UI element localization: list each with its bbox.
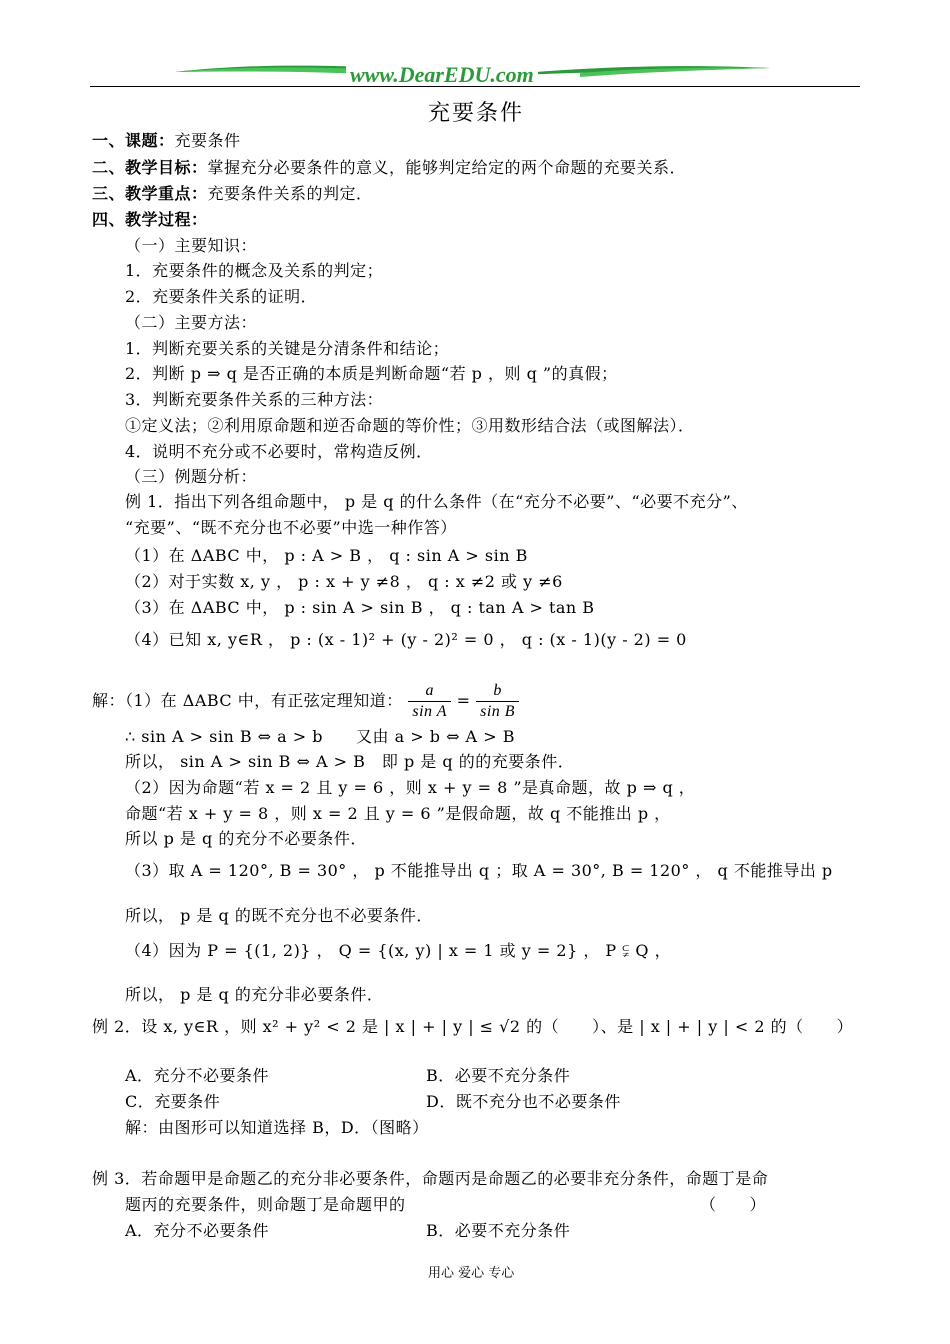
method-item-3-detail: ①定义法；②利用原命题和逆否命题的等价性；③用数形结合法（或图解法）．: [125, 416, 695, 435]
section-process-label: 四、教学过程：: [92, 210, 208, 229]
example2-solution: 解：由图形可以知道选择 B，D．（图略）: [125, 1118, 429, 1137]
method-item-3: 3．判断充要条件关系的三种方法：: [125, 390, 384, 409]
knowledge-item-1: 1．充要条件的概念及关系的判定；: [125, 261, 384, 280]
example1-part-1: （1）在 ΔABC 中， p : A > B ， q : sin A > sin B: [125, 546, 528, 565]
knowledge-item-2: 2．充要条件关系的证明．: [125, 287, 318, 306]
page-title: 充要条件: [428, 101, 525, 126]
site-logo-text: www.DearEDU.com: [346, 62, 538, 88]
example3-question-line1: 例 3．若命题甲是命题乙的充分非必要条件，命题丙是命题乙的必要非充分条件，命题丁是命: [92, 1169, 769, 1188]
example2-question: 例 2．设 x, y∈R ，则 x² + y² < 2 是 | x | + | y | ≤ √2 的（ ）、是 | x | + | y | < 2 的（ ）: [92, 1017, 854, 1036]
example2-option-b: B．必要不充分条件: [426, 1066, 571, 1085]
solution2-line1: （2）因为命题“若 x = 2 且 y = 6 ，则 x + y = 8 ”是真命题，故 p ⇒ q ，: [125, 778, 696, 797]
fraction-left-denominator: sin A: [412, 703, 448, 720]
method-item-4: 4．说明不充分或不必要时，常构造反例．: [125, 442, 433, 461]
fraction-right-denominator: sin B: [480, 703, 516, 720]
example2-option-d: D．既不充分也不必要条件: [426, 1092, 621, 1111]
section-focus-label: 三、教学重点：: [92, 184, 208, 203]
fraction-a-over-sinA: [408, 681, 451, 722]
solution1-conclusion: 所以， sin A > sin B ⇔ A > B 即 p 是 q 的的充要条件．: [125, 752, 575, 771]
example2-option-a: A．充分不必要条件: [125, 1066, 270, 1085]
solution1-step2: ∴ sin A > sin B ⇔ a > b 又由 a > b ⇔ A > B: [125, 727, 515, 746]
example3-question-line2: 题丙的充要条件，则命题丁是命题甲的: [125, 1195, 406, 1214]
examples-heading: （三）例题分析：: [125, 467, 258, 486]
example1-part-2: （2）对于实数 x, y ， p : x + y ≠8 ， q : x ≠2 或 y ≠6: [125, 572, 563, 591]
fraction-b-over-sinB: [476, 681, 519, 722]
solution1-intro-text: 解：（1）在 ΔABC 中，有正弦定理知道：: [92, 691, 403, 710]
example1-part-3: （3）在 ΔABC 中， p : sin A > sin B ， q : tan A > tan B: [125, 598, 595, 617]
example3-option-a: A．充分不必要条件: [125, 1221, 270, 1240]
section-goal-text: 掌握充分必要条件的意义，能够判定给定的两个命题的充要关系．: [207, 158, 687, 177]
example3-option-b: B．必要不充分条件: [426, 1221, 571, 1240]
solution4-conclusion: 所以， p 是 q 的充分非必要条件．: [125, 985, 384, 1004]
solution2-conclusion: 所以 p 是 q 的充分不必要条件．: [125, 829, 367, 848]
example1-question-line2: “充要”、“既不充分也不必要”中选一种作答）: [125, 518, 457, 537]
section-topic: [92, 131, 241, 151]
section-goal-label: 二、教学目标：: [92, 158, 208, 177]
section-focus: [92, 184, 373, 204]
example2-option-c: C．充要条件: [125, 1092, 221, 1111]
method-item-1: 1．判断充要关系的关键是分清条件和结论；: [125, 339, 450, 358]
solution3-conclusion: 所以， p 是 q 的既不充分也不必要条件．: [125, 906, 433, 925]
example1-question-line1: 例 1．指出下列各组命题中， p 是 q 的什么条件（在“充分不必要”、“必要不充分”、: [125, 492, 748, 511]
header-rule: [90, 86, 860, 87]
section-topic-text: 充要条件: [174, 131, 241, 150]
method-item-2: 2．判断 p ⇒ q 是否正确的本质是判断命题“若 p ，则 q ”的真假；: [125, 364, 618, 383]
section-focus-text: 充要条件关系的判定．: [207, 184, 373, 203]
solution3-line1: （3）取 A = 120°, B = 30° ， p 不能推导出 q ；取 A = 30°, B = 120° ， q 不能推导出 p: [125, 861, 833, 880]
example3-answer-blank: （ ）: [700, 1195, 767, 1214]
section-topic-label: 一、课题：: [92, 131, 175, 150]
solution2-line2: 命题“若 x + y = 8 ，则 x = 2 且 y = 6 ”是假命题，故 q 不能推出 p ，: [125, 804, 671, 823]
fraction-equals-sign: =: [456, 691, 471, 710]
methods-heading: （二）主要方法：: [125, 313, 258, 332]
section-goal: [92, 158, 686, 178]
knowledge-heading: （一）主要知识：: [125, 236, 258, 255]
fraction-right-numerator: b: [476, 681, 519, 702]
fraction-left-numerator: a: [408, 681, 451, 702]
solution4-line1: （4）因为 P = {(1, 2)} ， Q = {(x, y) | x = 1 或 y = 2} ， P ⫋ Q ，: [125, 941, 672, 960]
solution1-intro: [92, 681, 519, 722]
example1-part-4: （4）已知 x, y∈R ， p : (x - 1)² + (y - 2)² = 0 ， q : (x - 1)(y - 2) = 0: [125, 630, 687, 649]
page-footer: 用心 爱心 专心: [428, 1266, 515, 1281]
